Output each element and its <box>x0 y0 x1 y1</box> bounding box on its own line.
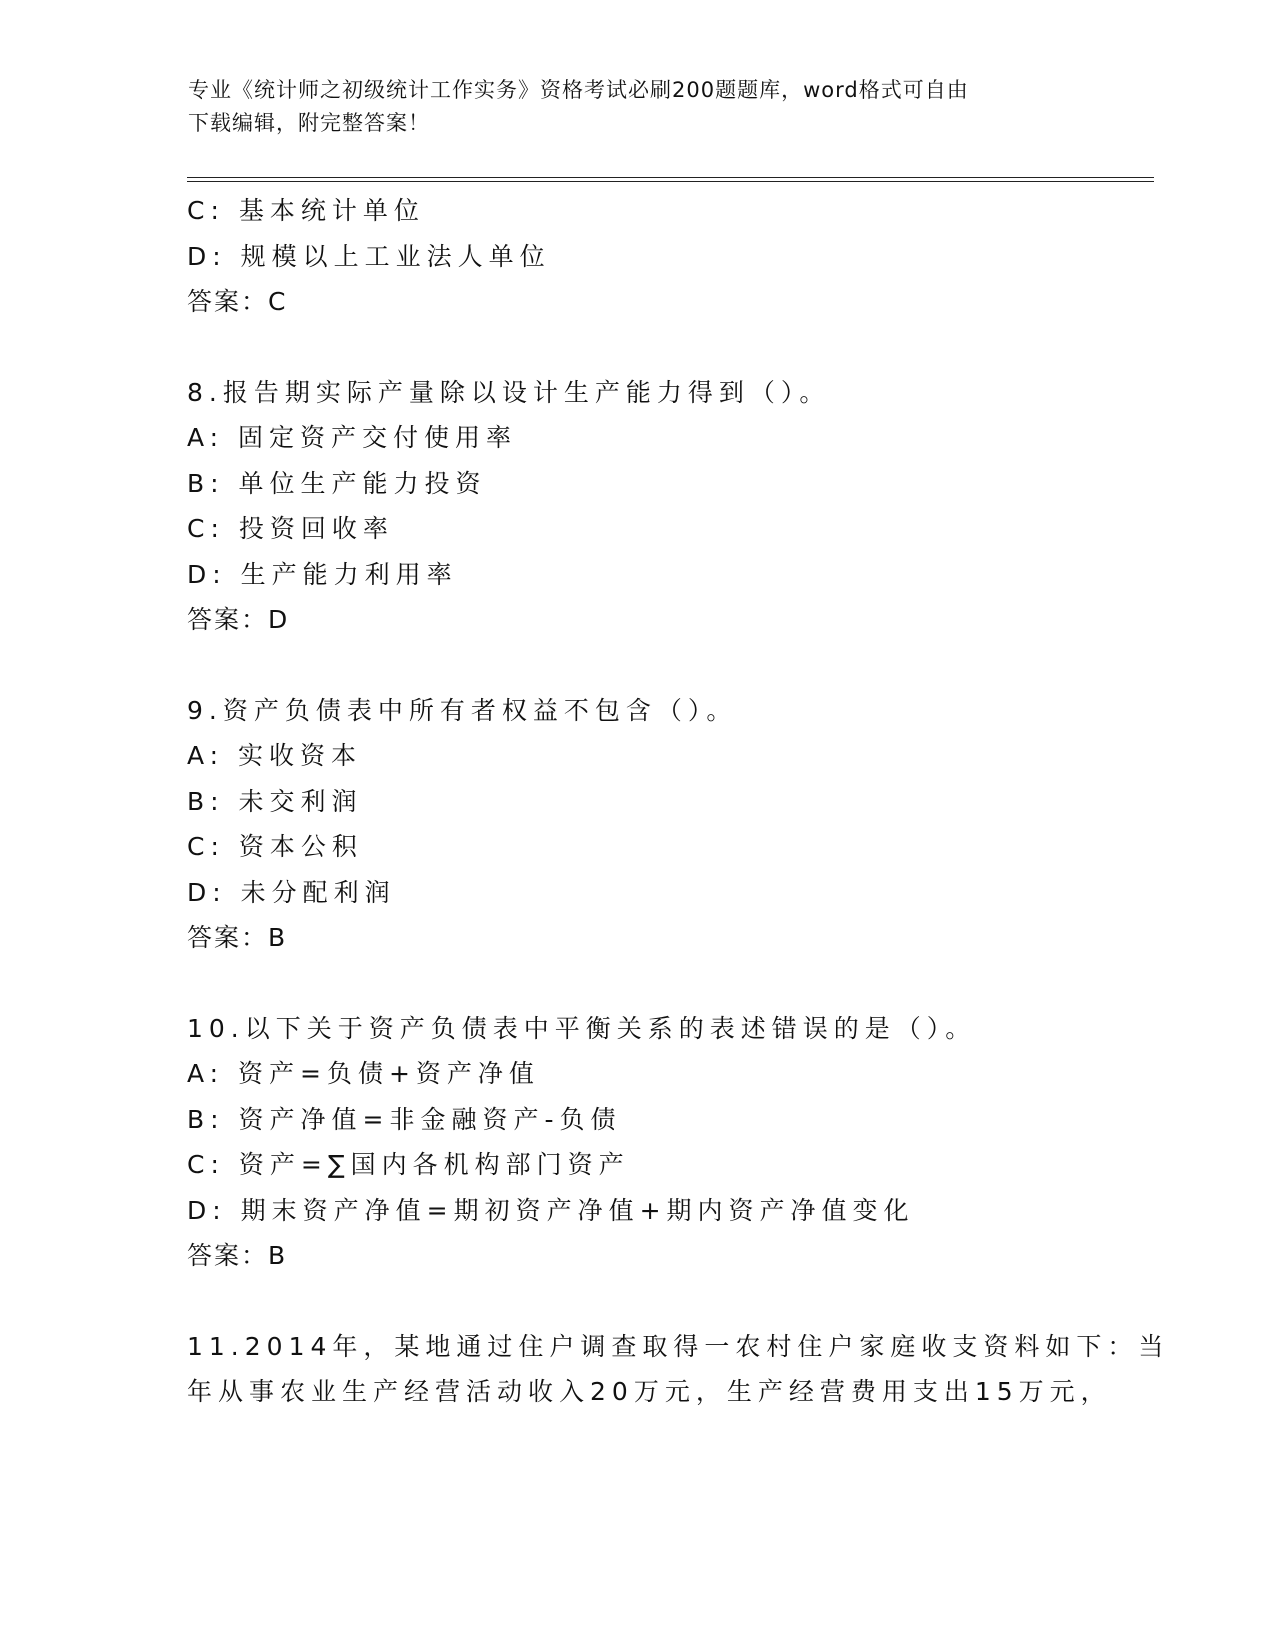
question-10-answer: 答案：B <box>187 1241 288 1270</box>
spacer <box>187 961 1087 1006</box>
question-9-option-a: A: 实收资本 <box>187 741 363 770</box>
header-divider <box>187 177 1154 182</box>
spacer <box>187 325 1087 370</box>
question-8-option-c: C: 投资回收率 <box>187 514 394 543</box>
question-10-option-d: D: 期末资产净值=期初资产净值+期内资产净值变化 <box>187 1195 915 1225</box>
question-9-option-b: B: 未交利润 <box>187 786 363 816</box>
question-8-option-a: A: 固定资产交付使用率 <box>187 423 518 452</box>
document-header <box>188 74 1068 140</box>
question-9-option-c: C: 资本公积 <box>187 832 363 861</box>
answer-line: 答案：C <box>187 287 288 316</box>
question-10-stem: 10.以下关于资产负债表中平衡关系的表述错误的是（）。 <box>187 1013 977 1043</box>
question-10-option-b: B: 资产净值=非金融资产-负债 <box>187 1104 622 1134</box>
option-d: D: 规模以上工业法人单位 <box>187 241 551 271</box>
question-9-stem: 9.资产负债表中所有者权益不包含（）。 <box>187 695 738 725</box>
question-9-option-d: D: 未分配利润 <box>187 877 396 907</box>
question-8-answer: 答案：D <box>187 605 290 634</box>
header-title-line-2: 下载编辑，附完整答案！ <box>188 111 430 135</box>
question-11-stem-line-1: 11.2014年，某地通过住户调查取得一农村住户家庭收支资料如下：当 <box>187 1331 1170 1361</box>
question-10-option-a: A: 资产=负债+资产净值 <box>187 1059 540 1088</box>
question-10-option-c: C: 资产=∑国内各机构部门资产 <box>187 1150 630 1179</box>
header-title-line-1: 专业《统计师之初级统计工作实务》资格考试必刷200题题库，word格式可自由 <box>188 78 969 102</box>
question-9-answer: 答案：B <box>187 923 288 952</box>
question-content <box>187 188 1170 1415</box>
spacer <box>187 643 1087 688</box>
question-8-option-b: B: 单位生产能力投资 <box>187 468 487 498</box>
question-8-option-d: D: 生产能力利用率 <box>187 559 458 589</box>
question-8-stem: 8.报告期实际产量除以设计生产能力得到（）。 <box>187 377 831 407</box>
question-11-stem-line-2: 年从事农业生产经营活动收入20万元，生产经营费用支出15万元， <box>187 1377 1112 1406</box>
option-c: C: 基本统计单位 <box>187 196 425 225</box>
spacer <box>187 1279 1087 1324</box>
